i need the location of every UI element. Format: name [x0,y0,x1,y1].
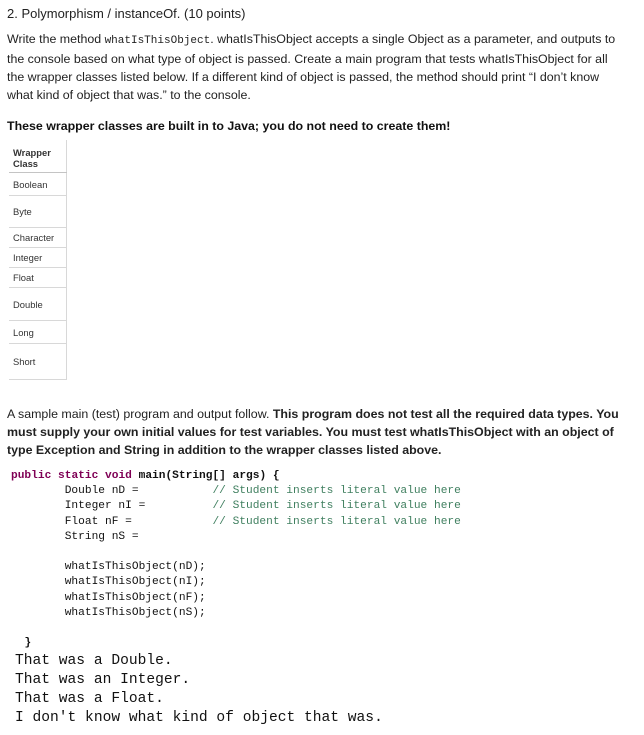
console-output-block [15,652,383,728]
table-header-cell: Wrapper Class [9,140,67,173]
table-row [9,248,67,268]
wrapper-class-table [9,140,67,380]
code-declaration-1: Double nD = [64,485,139,498]
code-comment-3: // Student inserts literal value here [212,515,461,528]
sample-code-block [11,469,461,651]
sample-intro-text: A sample main (test) program and output follow. [7,407,273,421]
table-cell: Byte [9,196,67,228]
table-cell: Double [9,288,67,321]
wrapper-classes-note: These wrapper classes are built in to Java; you do not need to create them! [7,119,451,133]
code-main-signature: main(String[] args) [138,470,267,482]
sample-requirements-text: This program does not test all the required data types. You must supply your own initial values for test variables. You must test whatIsThisObject with an object of type Exception and String in addition to the wrapper classes listed above. [7,407,619,457]
code-keyword-public: public [11,470,52,482]
code-keyword-void: void [105,470,132,482]
question-description [7,30,627,104]
table-row [9,268,67,288]
description-text-1: Write the method [7,32,105,46]
code-declaration-3: Float nF = [64,515,132,528]
code-comment-1: // Student inserts literal value here [212,485,461,498]
code-comment-2: // Student inserts literal value here [212,500,461,513]
code-call-2: whatIsThisObject(nI); [64,576,206,589]
table-row [9,173,67,196]
output-line: I don't know what kind of object that was. [15,710,383,726]
code-call-1: whatIsThisObject(nD); [64,561,206,574]
code-keyword-static: static [58,470,99,482]
method-name-code: whatIsThisObject [104,35,211,47]
table-row [9,321,67,344]
code-call-3: whatIsThisObject(nF); [64,591,206,604]
table-header-row [9,140,67,173]
question-heading: 2. Polymorphism / instanceOf. (10 points) [7,6,246,21]
output-line: That was a Double. [15,653,173,669]
table-row [9,196,67,228]
code-declaration-4: String nS = [64,530,139,543]
sample-instructions [7,405,627,459]
table-cell: Long [9,321,67,344]
table-cell: Boolean [9,173,67,196]
table-row [9,288,67,321]
table-cell: Integer [9,248,67,268]
output-line: That was a Float. [15,691,164,707]
code-call-4: whatIsThisObject(nS); [64,606,206,619]
code-declaration-2: Integer nI = [64,500,146,513]
code-brace-open: { [272,470,280,482]
table-cell: Float [9,268,67,288]
table-row [9,344,67,380]
output-line: That was an Integer. [15,672,191,688]
description-text-2: . whatIsThisObject accepts a single Object as a parameter, and outputs to the console based on what type of object is passed. Create a main program that tests whatIsThisObject for all the wrapper classes listed below. If a different kind of object is passed, the method should print “I don’t know what kind of object that was.” to the console. [7,32,616,102]
table-row [9,228,67,248]
table-cell: Character [9,228,67,248]
code-brace-close: } [24,637,32,650]
table-cell: Short [9,344,67,380]
